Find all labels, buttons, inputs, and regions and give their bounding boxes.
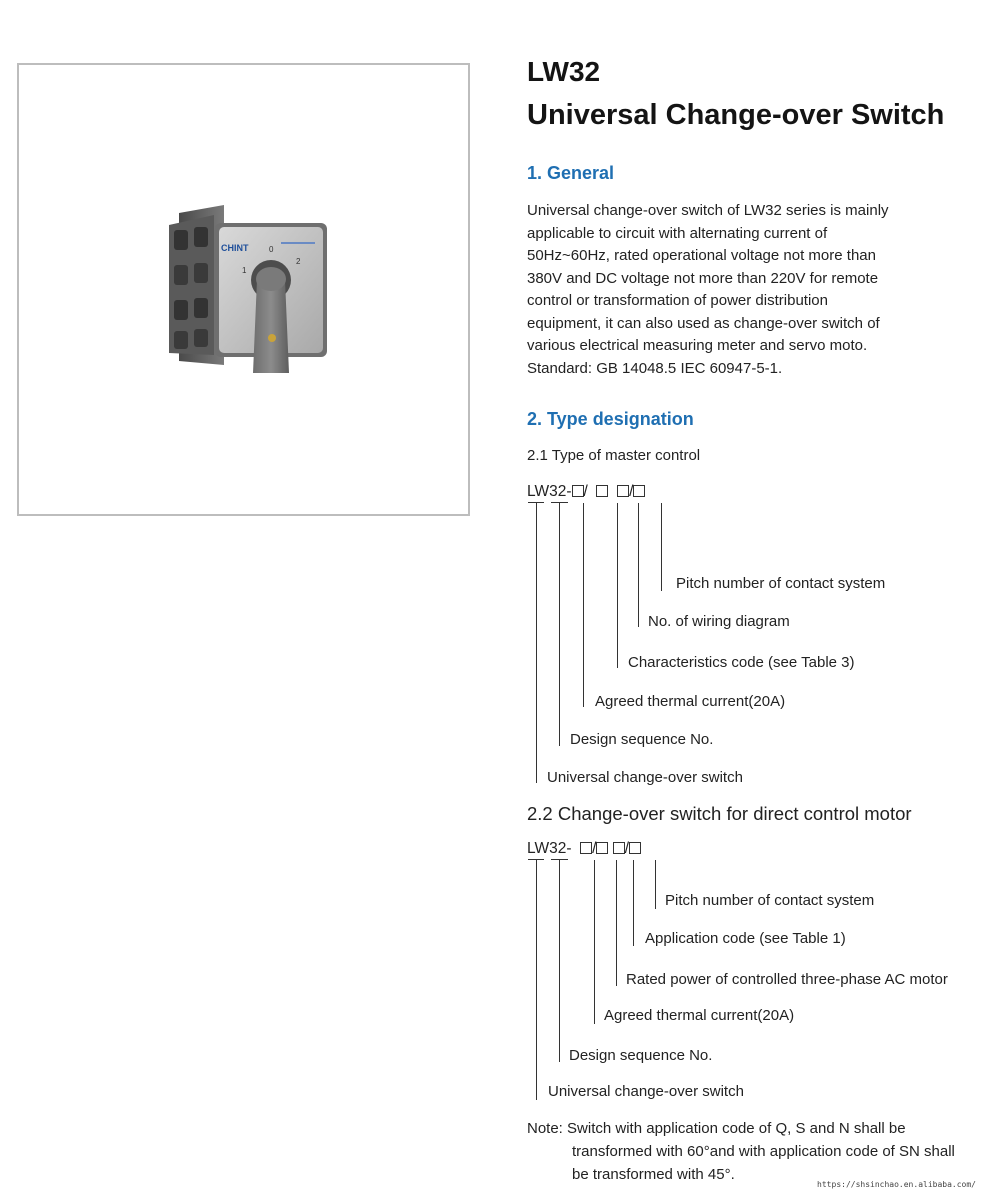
- dial-mark-1: 1: [242, 266, 247, 275]
- switch-product-image: [19, 65, 468, 514]
- note-block: [527, 1117, 987, 1186]
- motor-control-subheading: 2.2 Change-over switch for direct control motor: [527, 803, 912, 824]
- product-title: Universal Change-over Switch: [527, 99, 945, 131]
- code-slash: /: [629, 483, 634, 500]
- code-slash: /: [624, 840, 630, 857]
- brand-mark: CHINT: [221, 243, 249, 253]
- label-application-code: Application code (see Table 1): [645, 930, 846, 947]
- code-lw: LW: [527, 483, 550, 500]
- label-thermal-current: Agreed thermal current(20A): [604, 1007, 795, 1024]
- code-slash: /: [583, 483, 588, 500]
- general-line: 50Hz~60Hz, rated operational voltage not more than: [527, 247, 876, 264]
- label-rated-power: Rated power of controlled three-phase AC motor: [626, 971, 948, 988]
- master-type-code: [527, 483, 645, 501]
- code-box: [596, 485, 608, 497]
- code-box: [633, 485, 645, 497]
- type-designation-heading: 2. Type designation: [527, 409, 694, 429]
- code-32: 32-: [549, 483, 572, 500]
- code-slash: /: [592, 840, 597, 857]
- code-box: [629, 842, 641, 854]
- product-image-frame: [17, 63, 470, 516]
- general-line: control or transformation of power distribution: [527, 292, 828, 309]
- dial-mark-0: 0: [269, 245, 274, 254]
- general-line: Universal change-over switch of LW32 series is mainly: [527, 202, 889, 219]
- note-line: Switch with application code of Q, S and N shall be: [567, 1120, 906, 1137]
- master-control-subheading: 2.1 Type of master control: [527, 447, 701, 464]
- general-line: 380V and DC voltage not more than 220V for remote: [527, 269, 879, 287]
- label-characteristics-code: Characteristics code (see Table 3): [628, 654, 855, 671]
- general-line: equipment, it can also used as change-over switch of: [527, 314, 880, 332]
- note-line: be transformed with 45°.: [572, 1166, 735, 1183]
- motor-type-code: [527, 840, 641, 858]
- code-box: [617, 485, 629, 497]
- label-pitch-number: Pitch number of contact system: [665, 892, 875, 909]
- label-design-sequence: Design sequence No.: [569, 1047, 713, 1064]
- code-box: [613, 842, 625, 854]
- source-url-watermark: https://shsinchao.en.alibaba.com/: [817, 1180, 976, 1189]
- dial-mark-2: 2: [296, 257, 301, 266]
- label-thermal-current: Agreed thermal current(20A): [595, 693, 786, 710]
- note-line: transformed with 60°and with application code of SN shall: [572, 1143, 955, 1160]
- general-line: applicable to circuit with alternating current of: [527, 224, 828, 242]
- code-box: [596, 842, 608, 854]
- code-box: [580, 842, 592, 854]
- note-prefix: Note:: [527, 1120, 563, 1137]
- model-title: LW32: [527, 56, 601, 87]
- label-universal-switch: Universal change-over switch: [547, 769, 743, 786]
- label-design-sequence: Design sequence No.: [570, 731, 714, 748]
- code-lw: LW: [527, 840, 550, 857]
- general-paragraph: [527, 200, 932, 380]
- code-32: 32-: [549, 840, 572, 857]
- general-heading: 1. General: [527, 163, 615, 183]
- code-box: [572, 485, 584, 497]
- general-line: Standard: GB 14048.5 IEC 60947-5-1.: [527, 359, 783, 377]
- label-universal-switch: Universal change-over switch: [548, 1083, 744, 1100]
- label-wiring-diagram: No. of wiring diagram: [648, 613, 790, 630]
- label-pitch-number: Pitch number of contact system: [676, 575, 886, 592]
- general-line: various electrical measuring meter and servo moto.: [527, 337, 868, 354]
